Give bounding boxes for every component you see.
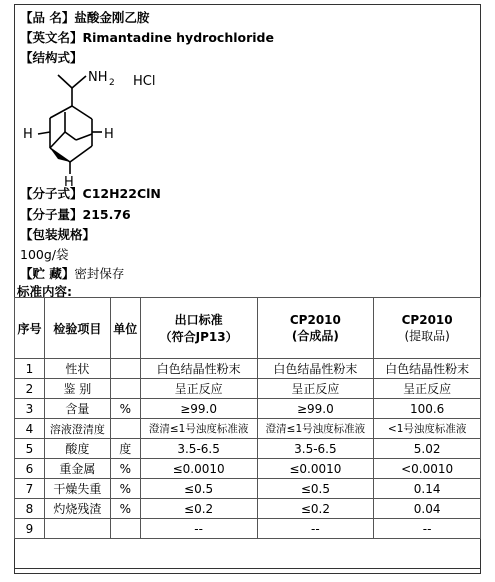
name-value: 盐酸金刚乙胺	[74, 10, 150, 25]
cell-cp1: ≤0.0010	[257, 459, 374, 479]
cell-item: 性状	[44, 359, 110, 379]
cell-cp1: ≤0.5	[257, 479, 374, 499]
en-name-value: Rimantadine hydrochloride	[82, 30, 274, 45]
cell-item: 鉴 别	[44, 379, 110, 399]
pack-line	[20, 225, 95, 243]
bottom-border	[14, 568, 481, 569]
cell-item: 重金属	[44, 459, 110, 479]
formula-label: 【分子式】	[20, 186, 83, 201]
cell-no: 4	[15, 419, 45, 439]
table-header-row	[15, 298, 481, 359]
storage-label: 【贮 藏】	[20, 266, 75, 281]
cell-jp13: ≤0.5	[140, 479, 257, 499]
cell-jp13: 3.5-6.5	[140, 439, 257, 459]
cell-jp13: 白色结晶性粉末	[140, 359, 257, 379]
cell-item	[44, 519, 110, 539]
cell-no: 1	[15, 359, 45, 379]
cell-unit	[110, 419, 140, 439]
header-unit: 单位	[110, 298, 140, 359]
cell-no: 2	[15, 379, 45, 399]
cell-jp13: 澄清≤1号浊度标准液	[140, 419, 257, 439]
cell-cp1: ≤0.2	[257, 499, 374, 519]
cell-unit: %	[110, 459, 140, 479]
header-no: 序号	[15, 298, 45, 359]
en-name-line	[20, 28, 274, 46]
h-bottom-label: H	[64, 175, 74, 187]
table-row	[15, 399, 481, 419]
cell-item: 灼烧残渣	[44, 499, 110, 519]
storage-line	[20, 264, 124, 282]
table-row	[15, 499, 481, 519]
header-cp1-line1: CP2010	[289, 312, 341, 327]
cell-cp1: 澄清≤1号浊度标准液	[257, 419, 374, 439]
cell-cp2: 白色结晶性粉末	[374, 359, 481, 379]
header-cp2010-extract	[374, 298, 481, 359]
table-row	[15, 419, 481, 439]
standard-label: 标准内容:	[17, 284, 72, 299]
table-row	[15, 519, 481, 539]
cell-no: 3	[15, 399, 45, 419]
cell-cp2: <0.0010	[374, 459, 481, 479]
header-jp13	[140, 298, 257, 359]
cell-cp2: 5.02	[374, 439, 481, 459]
cell-cp2: --	[374, 519, 481, 539]
cell-no: 5	[15, 439, 45, 459]
cell-cp2: <1号浊度标准液	[374, 419, 481, 439]
table-row	[15, 439, 481, 459]
mw-value: 215.76	[82, 207, 131, 222]
cell-unit: 度	[110, 439, 140, 459]
cell-item: 含量	[44, 399, 110, 419]
formula-line	[20, 184, 161, 202]
structure-bonds	[38, 75, 102, 174]
cell-unit: %	[110, 399, 140, 419]
header-cp2-line1: CP2010	[401, 312, 453, 327]
cell-no: 6	[15, 459, 45, 479]
cell-cp2: 呈正反应	[374, 379, 481, 399]
table-row	[15, 379, 481, 399]
header-cp1-line2: (合成品)	[291, 328, 339, 343]
name-label: 【品 名】	[20, 10, 75, 25]
cell-jp13: --	[140, 519, 257, 539]
cell-item: 干燥失重	[44, 479, 110, 499]
spec-table	[14, 297, 481, 539]
table-body	[15, 359, 481, 539]
header-jp13-line2: （符合JP13）	[159, 330, 238, 344]
cell-unit: %	[110, 479, 140, 499]
cell-cp1: ≥99.0	[257, 399, 374, 419]
amine-subscript: 2	[109, 78, 115, 88]
cell-cp1: 呈正反应	[257, 379, 374, 399]
structure-label: 【结构式】	[20, 50, 83, 65]
header-cp2-line2: (提取品)	[404, 328, 450, 343]
amine-label: NH	[88, 70, 108, 85]
cell-cp1: 3.5-6.5	[257, 439, 374, 459]
cell-cp2: 0.04	[374, 499, 481, 519]
cell-cp1: --	[257, 519, 374, 539]
cell-jp13: ≥99.0	[140, 399, 257, 419]
mw-label: 【分子量】	[20, 207, 83, 222]
name-line	[20, 8, 149, 26]
cell-no: 9	[15, 519, 45, 539]
h-left-label: H	[23, 127, 33, 142]
cell-cp2: 0.14	[374, 479, 481, 499]
cell-unit	[110, 359, 140, 379]
cell-item: 溶液澄清度	[44, 419, 110, 439]
pack-value: 100g/袋	[20, 247, 69, 262]
cell-jp13: 呈正反应	[140, 379, 257, 399]
cell-unit: %	[110, 499, 140, 519]
mw-line	[20, 205, 131, 223]
storage-value: 密封保存	[74, 266, 125, 281]
h-right-label: H	[104, 127, 114, 142]
header-item: 检验项目	[44, 298, 110, 359]
cell-jp13: ≤0.2	[140, 499, 257, 519]
pack-label: 【包装规格】	[20, 227, 96, 242]
cell-unit	[110, 519, 140, 539]
table-row	[15, 479, 481, 499]
cell-no: 7	[15, 479, 45, 499]
cell-jp13: ≤0.0010	[140, 459, 257, 479]
cell-cp1: 白色结晶性粉末	[257, 359, 374, 379]
table-row	[15, 359, 481, 379]
cell-unit	[110, 379, 140, 399]
cell-cp2: 100.6	[374, 399, 481, 419]
header-jp13-line1: 出口标准	[174, 313, 223, 327]
cell-no: 8	[15, 499, 45, 519]
header-cp2010-synthetic	[257, 298, 374, 359]
cell-item: 酸度	[44, 439, 110, 459]
salt-label: HCl	[133, 74, 156, 89]
formula-value: C12H22ClN	[82, 186, 161, 201]
table-row	[15, 459, 481, 479]
structure-diagram	[18, 62, 188, 187]
en-name-label: 【英文名】	[20, 30, 83, 45]
